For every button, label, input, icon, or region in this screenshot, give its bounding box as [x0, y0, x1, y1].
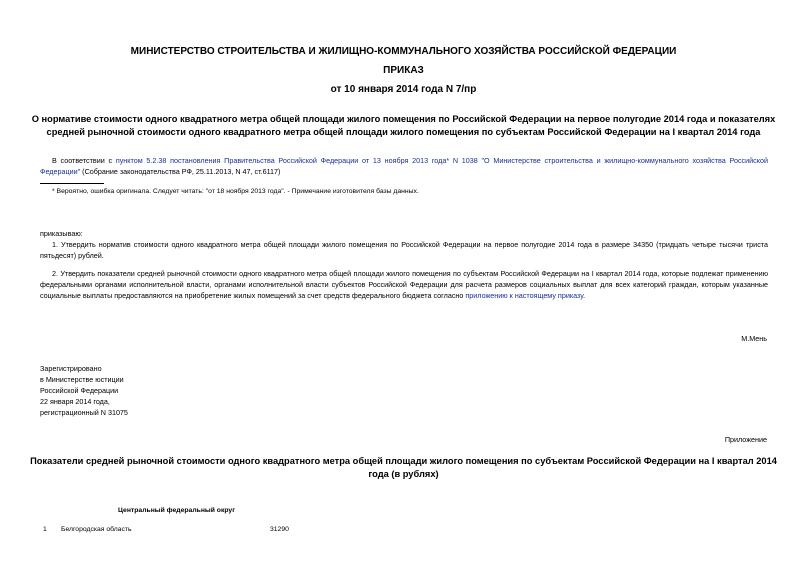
registration-line: Зарегистрировано: [40, 364, 102, 373]
doc-title-line2: средней рыночной стоимости одного квадратного метра общей площади жилого помещения по субъектам Российской Федерации на I квартал 2014 года: [46, 127, 761, 137]
intro-suffix: (Собрание законодательства РФ, 25.11.2013, N 47, ст.6117): [80, 167, 281, 176]
order-item-2-end: .: [583, 291, 586, 300]
appendix-title-line1: Показатели средней рыночной стоимости одного квадратного метра общей площади жилого помещения по субъектам Российской Федерации на I квартал 2014: [30, 456, 777, 466]
registration-line: Российской Федерации: [40, 386, 119, 395]
table-section-heading: Центральный федеральный округ: [118, 507, 236, 514]
doc-title-line1: О нормативе стоимости одного квадратного метра общей площади жилого помещения по Российской Федерации на первое полугодие 2014 года и показателях: [31, 114, 776, 124]
row-region: Белгородская область: [61, 526, 132, 533]
order-item-2-text: 2. Утвердить показатели средней рыночной стоимости одного квадратного метра общей площади жилого помещения по субъектам Российской Федерации на I квартал 2014 года, которые подлежат применению федеральными органами исполнительной власти, органами исполнительной власти субъектов Российской Федерации для расчета размеров социальных выплат для всех категорий граждан, которым указанные социальные выплаты предоставляются на приобретение жилых помещений за счет средств федерального бюджета согласно: [40, 269, 768, 300]
signature: М.Мень: [741, 334, 767, 343]
order-word: приказываю:: [40, 229, 83, 238]
registration-block: [40, 363, 128, 418]
registration-line: 22 января 2014 года,: [40, 397, 110, 406]
footnote-divider: [40, 183, 104, 184]
intro-paragraph: [40, 155, 768, 177]
appendix-label: Приложение: [724, 435, 767, 444]
appendix-link[interactable]: приложению к настоящему приказу: [465, 291, 584, 300]
registration-line: регистрационный N 31075: [40, 408, 128, 417]
intro-prefix: В соответствии с: [52, 156, 116, 165]
appendix-title-line2: года (в рублях): [368, 469, 439, 479]
table-row: [40, 526, 440, 538]
order-item-1: 1. Утвердить норматив стоимости одного квадратного метра общей площади жилого помещения по Российской Федерации на первое полугодие 2014 года в размере 34350 (тридцать четыре тысячи триста пятьдесят) рублей.: [40, 240, 768, 260]
ministry-heading: МИНИСТЕРСТВО СТРОИТЕЛЬСТВА И ЖИЛИЩНО-КОММУНАЛЬНОГО ХОЗЯЙСТВА РОССИЙСКОЙ ФЕДЕРАЦИИ: [130, 46, 677, 57]
order-item-2: [40, 268, 768, 301]
doc-date-number: от 10 января 2014 года N 7/пр: [330, 84, 477, 95]
decree-link[interactable]: пунктом 5.2.38 постановления Правительства Российской Федерации от 13 ноября 2013 года* N 1038 "О Министерстве строительства и жилищно-коммунального хозяйства Российской Федерации": [40, 156, 768, 176]
row-number: 1: [43, 526, 47, 533]
footnote: * Вероятно, ошибка оригинала. Следует читать: "от 18 ноября 2013 года". - Примечание изготовителя базы данных.: [52, 188, 419, 195]
registration-line: в Министерстве юстиции: [40, 375, 124, 384]
doc-type: ПРИКАЗ: [383, 65, 424, 76]
row-value: 31290: [270, 526, 289, 533]
